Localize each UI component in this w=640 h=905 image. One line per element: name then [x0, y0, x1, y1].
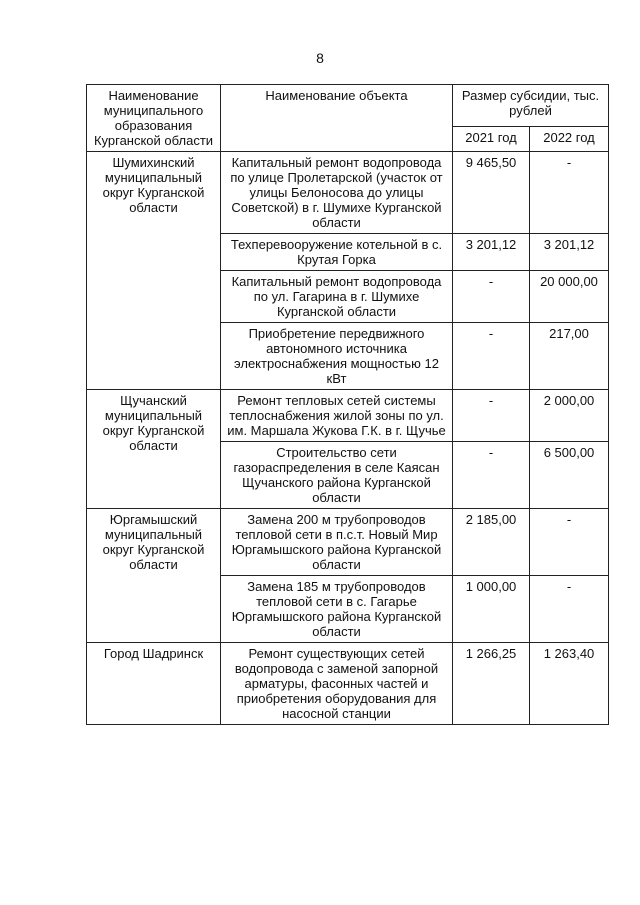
object-cell: Приобретение передвижного автономного источника электроснабжения мощностью 12 кВт — [221, 323, 453, 390]
value-2022-cell: 1 263,40 — [530, 643, 609, 725]
value-2022-cell: 2 000,00 — [530, 390, 609, 442]
header-municipality: Наименование муниципального образования Курганской области — [87, 85, 221, 152]
value-2021-cell: 1 000,00 — [453, 576, 530, 643]
table-body — [87, 152, 609, 725]
value-2021-cell: - — [453, 390, 530, 442]
header-subsidy: Размер субсидии, тыс. рублей — [453, 85, 609, 127]
value-2022-cell: - — [530, 152, 609, 234]
page-number: 8 — [316, 50, 324, 66]
municipality-cell: Шумихинский муниципальный округ Курганской области — [87, 152, 221, 390]
header-year-2021: 2021 год — [453, 127, 530, 152]
value-2022-cell: 6 500,00 — [530, 442, 609, 509]
object-cell: Строительство сети газораспределения в селе Каясан Щучанского района Курганской области — [221, 442, 453, 509]
object-cell: Замена 185 м трубопроводов тепловой сети в с. Гагарье Юргамышского района Курганской области — [221, 576, 453, 643]
header-year-2022: 2022 год — [530, 127, 609, 152]
object-cell: Техперевооружение котельной в с. Крутая Горка — [221, 234, 453, 271]
value-2021-cell: - — [453, 442, 530, 509]
table-row — [87, 152, 609, 234]
value-2021-cell: 2 185,00 — [453, 509, 530, 576]
value-2022-cell: - — [530, 576, 609, 643]
table-row — [87, 390, 609, 442]
value-2021-cell: - — [453, 323, 530, 390]
municipality-cell: Юргамышский муниципальный округ Курганской области — [87, 509, 221, 643]
object-cell: Замена 200 м трубопроводов тепловой сети в п.с.т. Новый Мир Юргамышского района Курганской области — [221, 509, 453, 576]
table-row — [87, 643, 609, 725]
municipality-cell: Город Шадринск — [87, 643, 221, 725]
object-cell: Капитальный ремонт водопровода по улице Пролетарской (участок от улицы Белоносова до улицы Советской) в г. Шумихе Курганской области — [221, 152, 453, 234]
object-cell: Ремонт тепловых сетей системы теплоснабжения жилой зоны по ул. им. Маршала Жукова Г.К. в г. Щучье — [221, 390, 453, 442]
value-2021-cell: - — [453, 271, 530, 323]
value-2021-cell: 9 465,50 — [453, 152, 530, 234]
value-2022-cell: 20 000,00 — [530, 271, 609, 323]
value-2021-cell: 3 201,12 — [453, 234, 530, 271]
object-cell: Капитальный ремонт водопровода по ул. Гагарина в г. Шумихе Курганской области — [221, 271, 453, 323]
subsidy-table — [86, 84, 609, 725]
header-object: Наименование объекта — [221, 85, 453, 152]
table-row — [87, 509, 609, 576]
object-cell: Ремонт существующих сетей водопровода с заменой запорной арматуры, фасонных частей и приобретения оборудования для насосной станции — [221, 643, 453, 725]
municipality-cell: Щучанский муниципальный округ Курганской области — [87, 390, 221, 509]
value-2022-cell: - — [530, 509, 609, 576]
table-header — [87, 85, 609, 152]
value-2022-cell: 217,00 — [530, 323, 609, 390]
value-2021-cell: 1 266,25 — [453, 643, 530, 725]
value-2022-cell: 3 201,12 — [530, 234, 609, 271]
